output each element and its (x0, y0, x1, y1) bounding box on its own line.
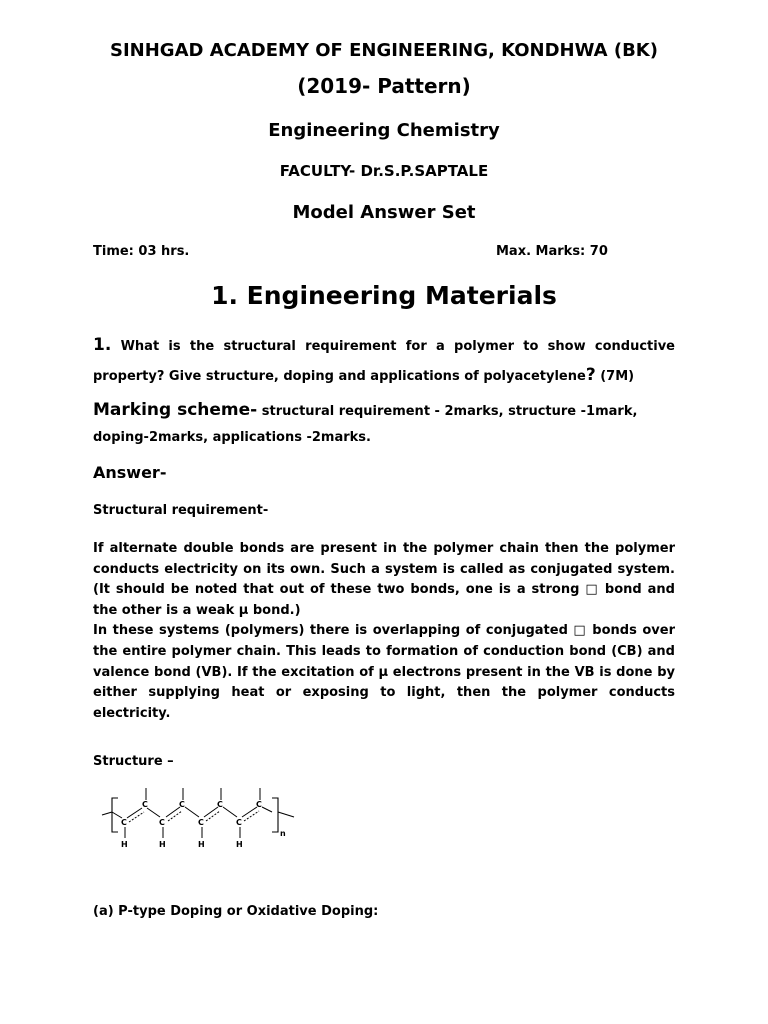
atom-c: C (121, 818, 127, 827)
question-text: What is the structural requirement for a polymer to show conductive property? Give structure, doping and applications of polyacetylene (93, 339, 676, 384)
atom-h: H (198, 840, 205, 849)
atom-c: C (142, 800, 148, 809)
marking-scheme (93, 397, 675, 451)
atom-h: H (121, 840, 128, 849)
subject-title: Engineering Chemistry (268, 120, 500, 141)
atom-h: H (236, 840, 243, 849)
atom-c: C (256, 800, 262, 809)
paragraph-1: If alternate double bonds are present in the polymer chain then the polymer conducts electricity on its own. Such a system is called as conjugated system. (It should be noted that out of these two bonds, one is a strong □ bond and the other is a weak μ bond.) (93, 541, 675, 618)
atom-c: C (159, 818, 165, 827)
marking-scheme-label: Marking scheme- (93, 400, 258, 420)
faculty-name: FACULTY- Dr.S.P.SAPTALE (279, 162, 489, 180)
structural-requirement-body (93, 539, 675, 724)
max-marks: Max. Marks: 70 (496, 244, 608, 259)
answer-label: Answer- (93, 463, 167, 482)
atom-c: C (217, 800, 223, 809)
atom-c: C (198, 818, 204, 827)
polyacetylene-structure-diagram (100, 784, 300, 854)
marking-scheme-text: structural requirement - 2marks, structure -1mark, doping-2marks, applications -2marks. (93, 404, 638, 445)
structural-requirement-heading: Structural requirement- (93, 503, 269, 518)
atom-c: C (236, 818, 242, 827)
question-mark: ? (585, 365, 596, 385)
right-bracket (272, 798, 294, 832)
doping-heading: (a) P-type Doping or Oxidative Doping: (93, 904, 379, 919)
question-number: 1. (93, 335, 112, 355)
left-bracket (102, 798, 118, 832)
structure-heading: Structure – (93, 754, 174, 769)
question-marks: (7M) (600, 369, 635, 384)
paragraph-2: In these systems (polymers) there is overlapping of conjugated □ bonds over the entire polymer chain. This leads to formation of conduction bond (CB) and valence bond (VB). If the excitation of μ electrons present in the VB is done by either supplying heat or exposing to light, then the polymer conducts electricity. (93, 623, 675, 721)
institute-name: SINHGAD ACADEMY OF ENGINEERING, KONDHWA (BK) (110, 40, 658, 61)
repeat-subscript: n (280, 829, 286, 838)
atom-c: C (179, 800, 185, 809)
hydrogen-atoms (121, 840, 243, 849)
chain-bonds (112, 788, 272, 838)
exam-time: Time: 03 hrs. (93, 244, 190, 259)
exam-pattern: (2019- Pattern) (297, 74, 471, 98)
chapter-title: 1. Engineering Materials (211, 281, 557, 310)
set-title: Model Answer Set (292, 202, 476, 223)
atom-h: H (159, 840, 166, 849)
question-1 (93, 331, 675, 391)
